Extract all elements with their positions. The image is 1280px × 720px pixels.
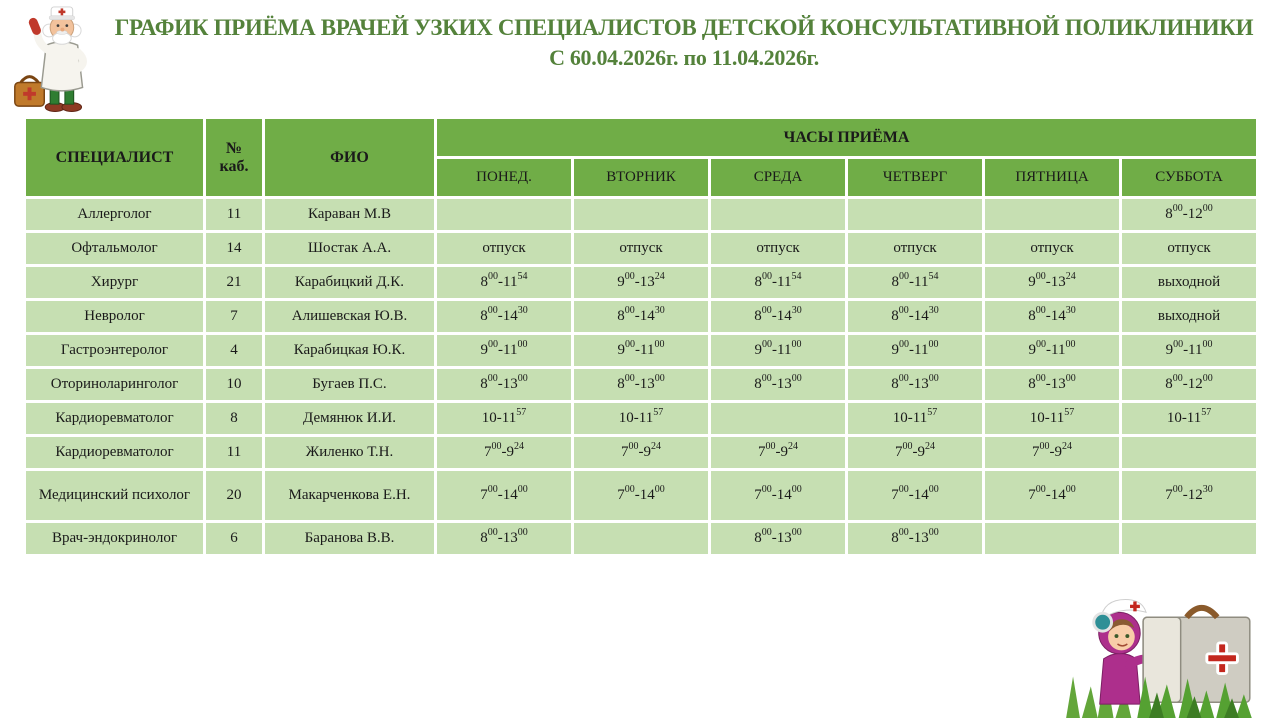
schedule-time-cell [847, 198, 984, 232]
doctor-name-cell: Макарченкова Е.Н. [264, 470, 436, 522]
cabinet-number-cell: 10 [205, 368, 264, 402]
table-row [25, 266, 1258, 300]
schedule-time-cell: $8^{00}-13^{00}$ [847, 368, 984, 402]
table-row [25, 470, 1258, 522]
schedule-time-cell: $8^{00}-12^{00}$ [1121, 198, 1258, 232]
table-row [25, 368, 1258, 402]
doctor-name-cell: Бугаев П.С. [264, 368, 436, 402]
col-header-cabinet: № каб. [205, 118, 264, 198]
schedule-time-cell: выходной [1121, 300, 1258, 334]
cabinet-number-cell: 21 [205, 266, 264, 300]
specialist-cell: Аллерголог [25, 198, 205, 232]
page-title-line2: С 60.04.2026г. по 11.04.2026г. [549, 44, 819, 70]
doctor-name-cell: Караван М.В [264, 198, 436, 232]
doctor-name-cell: Демянюк И.И. [264, 402, 436, 436]
col-header-day-saturday: СУББОТА [1121, 158, 1258, 198]
schedule-time-cell: $8^{00}-13^{00}$ [847, 522, 984, 556]
schedule-time-cell [573, 522, 710, 556]
schedule-time-cell: $8^{00}-11^{54}$ [436, 266, 573, 300]
schedule-time-cell: отпуск [984, 232, 1121, 266]
cabinet-number-cell: 11 [205, 436, 264, 470]
schedule-time-cell: $8^{00}-14^{30}$ [984, 300, 1121, 334]
col-header-name: ФИО [264, 118, 436, 198]
schedule-time-cell: $7^{00}-14^{00}$ [847, 470, 984, 522]
table-row [25, 300, 1258, 334]
schedule-time-cell [984, 198, 1121, 232]
cabinet-number-cell: 7 [205, 300, 264, 334]
schedule-time-cell [1121, 522, 1258, 556]
cabinet-number-cell: 4 [205, 334, 264, 368]
specialist-cell: Невролог [25, 300, 205, 334]
schedule-time-cell: $8^{00}-14^{30}$ [436, 300, 573, 334]
schedule-time-cell: $9^{00}-13^{24}$ [573, 266, 710, 300]
table-row [25, 232, 1258, 266]
page-title [110, 14, 1258, 72]
specialist-cell: Кардиоревматолог [25, 402, 205, 436]
col-header-day-monday: ПОНЕД. [436, 158, 573, 198]
schedule-time-cell: выходной [1121, 266, 1258, 300]
schedule-time-cell: $8^{00}-12^{00}$ [1121, 368, 1258, 402]
schedule-time-cell: $7^{00}-9^{24}$ [847, 436, 984, 470]
schedule-time-cell: $10-11^{57}$ [436, 402, 573, 436]
schedule-time-cell: отпуск [1121, 232, 1258, 266]
doctor-name-cell: Алишевская Ю.В. [264, 300, 436, 334]
table-row [25, 198, 1258, 232]
doctor-name-cell: Баранова В.В. [264, 522, 436, 556]
schedule-time-cell: $7^{00}-9^{24}$ [984, 436, 1121, 470]
schedule-time-cell [710, 402, 847, 436]
schedule-time-cell [710, 198, 847, 232]
col-header-day-tuesday: ВТОРНИК [573, 158, 710, 198]
schedule-rows [25, 198, 1258, 556]
cabinet-number-cell: 8 [205, 402, 264, 436]
doctor-name-cell: Жиленко Т.Н. [264, 436, 436, 470]
cabinet-number-cell: 6 [205, 522, 264, 556]
schedule-time-cell: $7^{00}-14^{00}$ [573, 470, 710, 522]
schedule-time-cell: $7^{00}-12^{30}$ [1121, 470, 1258, 522]
schedule-time-cell: $8^{00}-13^{00}$ [710, 368, 847, 402]
schedule-time-cell: $8^{00}-14^{30}$ [710, 300, 847, 334]
schedule-time-cell: $8^{00}-13^{00}$ [573, 368, 710, 402]
cabinet-number-cell: 20 [205, 470, 264, 522]
table-row [25, 522, 1258, 556]
table-row [25, 334, 1258, 368]
specialist-cell: Врач-эндокринолог [25, 522, 205, 556]
schedule-time-cell: $8^{00}-14^{30}$ [847, 300, 984, 334]
schedule-time-cell: $9^{00}-11^{00}$ [573, 334, 710, 368]
doctor-cartoon-image [8, 4, 108, 112]
specialist-cell: Оториноларинголог [25, 368, 205, 402]
col-header-day-thursday: ЧЕТВЕРГ [847, 158, 984, 198]
schedule-time-cell [436, 198, 573, 232]
schedule-time-cell: отпуск [847, 232, 984, 266]
schedule-time-cell [573, 198, 710, 232]
schedule-time-cell: $8^{00}-11^{54}$ [710, 266, 847, 300]
schedule-table [23, 116, 1259, 557]
page-title-line1: ГРАФИК ПРИЁМА ВРАЧЕЙ УЗКИХ СПЕЦИАЛИСТОВ ДЕТСКОЙ КОНСУЛЬТАТИВНОЙ ПОЛИКЛИНИКИ [114, 15, 1254, 40]
schedule-time-cell: $9^{00}-11^{00}$ [984, 334, 1121, 368]
schedule-time-cell: $8^{00}-13^{00}$ [436, 522, 573, 556]
schedule-time-cell: отпуск [573, 232, 710, 266]
schedule-time-cell: $9^{00}-11^{00}$ [436, 334, 573, 368]
schedule-time-cell: $10-11^{57}$ [573, 402, 710, 436]
schedule-time-cell: $8^{00}-13^{00}$ [436, 368, 573, 402]
schedule-time-cell: $9^{00}-11^{00}$ [1121, 334, 1258, 368]
schedule-time-cell: $7^{00}-14^{00}$ [984, 470, 1121, 522]
schedule-time-cell: отпуск [710, 232, 847, 266]
schedule-time-cell [1121, 436, 1258, 470]
specialist-cell: Гастроэнтеролог [25, 334, 205, 368]
doctor-name-cell: Шостак А.А. [264, 232, 436, 266]
schedule-time-cell: $10-11^{57}$ [847, 402, 984, 436]
schedule-time-cell: отпуск [436, 232, 573, 266]
nurse-girl-cartoon-image [1046, 560, 1264, 718]
schedule-time-cell: $8^{00}-14^{30}$ [573, 300, 710, 334]
cabinet-number-cell: 14 [205, 232, 264, 266]
schedule-time-cell [984, 522, 1121, 556]
specialist-cell: Медицинский психолог [25, 470, 205, 522]
schedule-time-cell: $7^{00}-9^{24}$ [436, 436, 573, 470]
schedule-time-cell: $7^{00}-14^{00}$ [710, 470, 847, 522]
doctor-name-cell: Карабицкая Ю.К. [264, 334, 436, 368]
doctor-name-cell: Карабицкий Д.К. [264, 266, 436, 300]
schedule-time-cell: $8^{00}-11^{54}$ [847, 266, 984, 300]
col-header-hours: ЧАСЫ ПРИЁМА [436, 118, 1258, 158]
schedule-time-cell: $7^{00}-14^{00}$ [436, 470, 573, 522]
schedule-time-cell: $9^{00}-11^{00}$ [710, 334, 847, 368]
cabinet-number-cell: 11 [205, 198, 264, 232]
table-row [25, 436, 1258, 470]
schedule-time-cell: $10-11^{57}$ [1121, 402, 1258, 436]
schedule-time-cell: $7^{00}-9^{24}$ [710, 436, 847, 470]
table-row [25, 402, 1258, 436]
col-header-day-friday: ПЯТНИЦА [984, 158, 1121, 198]
specialist-cell: Офтальмолог [25, 232, 205, 266]
schedule-time-cell: $10-11^{57}$ [984, 402, 1121, 436]
schedule-time-cell: $7^{00}-9^{24}$ [573, 436, 710, 470]
specialist-cell: Хирург [25, 266, 205, 300]
schedule-time-cell: $9^{00}-13^{24}$ [984, 266, 1121, 300]
col-header-specialist: СПЕЦИАЛИСТ [25, 118, 205, 198]
specialist-cell: Кардиоревматолог [25, 436, 205, 470]
schedule-time-cell: $8^{00}-13^{00}$ [710, 522, 847, 556]
schedule-time-cell: $9^{00}-11^{00}$ [847, 334, 984, 368]
schedule-time-cell: $8^{00}-13^{00}$ [984, 368, 1121, 402]
col-header-day-wednesday: СРЕДА [710, 158, 847, 198]
